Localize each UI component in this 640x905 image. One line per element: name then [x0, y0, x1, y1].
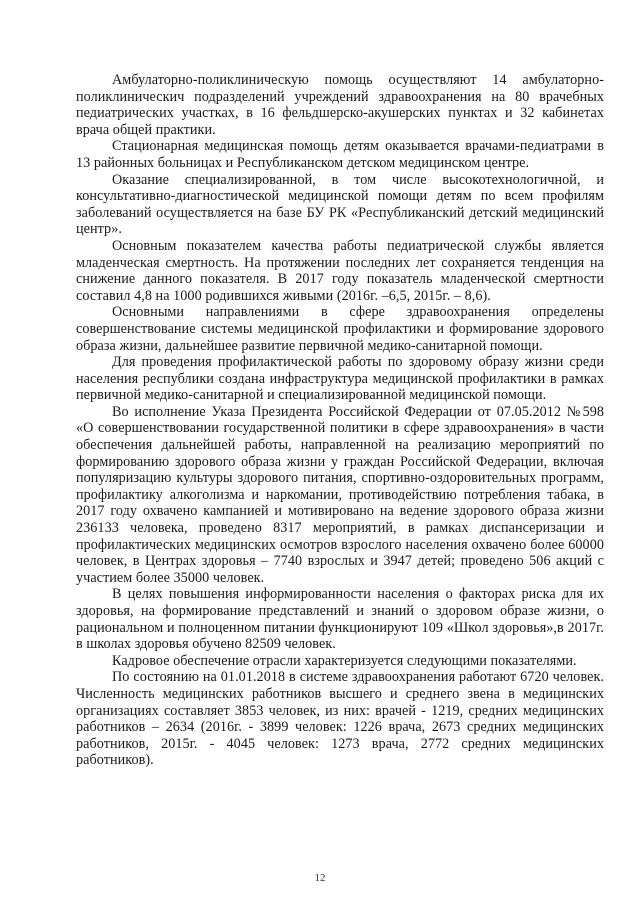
- page-number: 12: [314, 872, 326, 884]
- paragraph-staffing-numbers: По состоянию на 01.01.2018 в системе здравоохранения работают 6720 человек. Численность медицинских работников высшего и среднего звена в медицинских организациях составляет 3853 человек, из них: врачей - 1219, средних медицинских работников – 2634 (2016г. - 3899 человек: 1226 врача, 2673 средних медицинских работников, 2015г. - 4045 человек: 1273 врача, 2772 средних медицинских работников).: [76, 669, 604, 769]
- paragraph-prevention-infrastructure: Для проведения профилактической работы по здоровому образу жизни среди населения республики создана инфраструктура медицинской профилактики в рамках первичной медико-санитарной и специализированной медицинской помощи.: [76, 354, 604, 404]
- paragraph-specialized-care: Оказание специализированной, в том числе высокотехнологичной, и консультативно-диагностической медицинской помощи детям по всем профилям заболеваний осуществляется на базе БУ РК «Республиканский детский медицинский центр».: [76, 171, 604, 238]
- paragraph-main-directions: Основными направлениями в сфере здравоохранения определены совершенствование системы медицинской профилактики и формирование здорового образа жизни, дальнейшее развитие первичной медико-санитарной помощи.: [76, 304, 604, 354]
- paragraph-staffing-intro: Кадровое обеспечение отрасли характеризуется следующими показателями.: [112, 652, 577, 669]
- paragraph-outpatient-care: Амбулаторно-поликлиническую помощь осуществляют 14 амбулаторно-поликлиническич подразделений учреждений здравоохранения на 80 врачебных педиатрических участках, в 16 фельдшерско-акушерских пунктах и 32 кабинетах врача общей практики.: [76, 72, 604, 138]
- paragraph-infant-mortality: Основным показателем качества работы педиатрической службы является младенческая смертность. На протяжении последних лет сохраняется тенденция на снижение данного показателя. В 2017 году показатель младенческой смертности составил 4,8 на 1000 родившихся живыми (2016г. –6,5, 2015г. – 8,6).: [76, 237, 604, 304]
- paragraph-presidential-decree: Во исполнение Указа Президента Российской Федерации от 07.05.2012 №598 «О совершенствовании государственной политики в сфере здравоохранения» в части обеспечения дальнейшей работы, направленной на реализацию мероприятий по формированию здорового образа жизни у граждан Российской Федерации, включая популяризацию культуры здорового питания, спортивно-оздоровительных программ, профилактику алкоголизма и наркомании, противодействию потребления табака, в 2017 году охвачено кампанией и мотивировано на ведение здорового образа жизни 236133 человека, проведено 8317 мероприятий, в рамках диспансеризации и профилактических медицинских осмотров взрослого населения охвачено более 60000 человек, в Центрах здоровья – 7740 взрослых и 3947 детей; проведено 506 акций с участием более 35000 человек.: [76, 403, 604, 586]
- paragraph-inpatient-care: Стационарная медицинская помощь детям оказывается врачами-педиатрами в 13 районных больницах и Республиканском детском медицинском центре.: [76, 138, 604, 171]
- paragraph-health-schools: В целях повышения информированности населения о факторах риска для их здоровья, на формирование представлений и знаний о здоровом образе жизни, о рациональном и полноценном питании функционируют 109 «Школ здоровья»,в 2017г. в школах здоровья обучено 82509 человек.: [76, 586, 604, 653]
